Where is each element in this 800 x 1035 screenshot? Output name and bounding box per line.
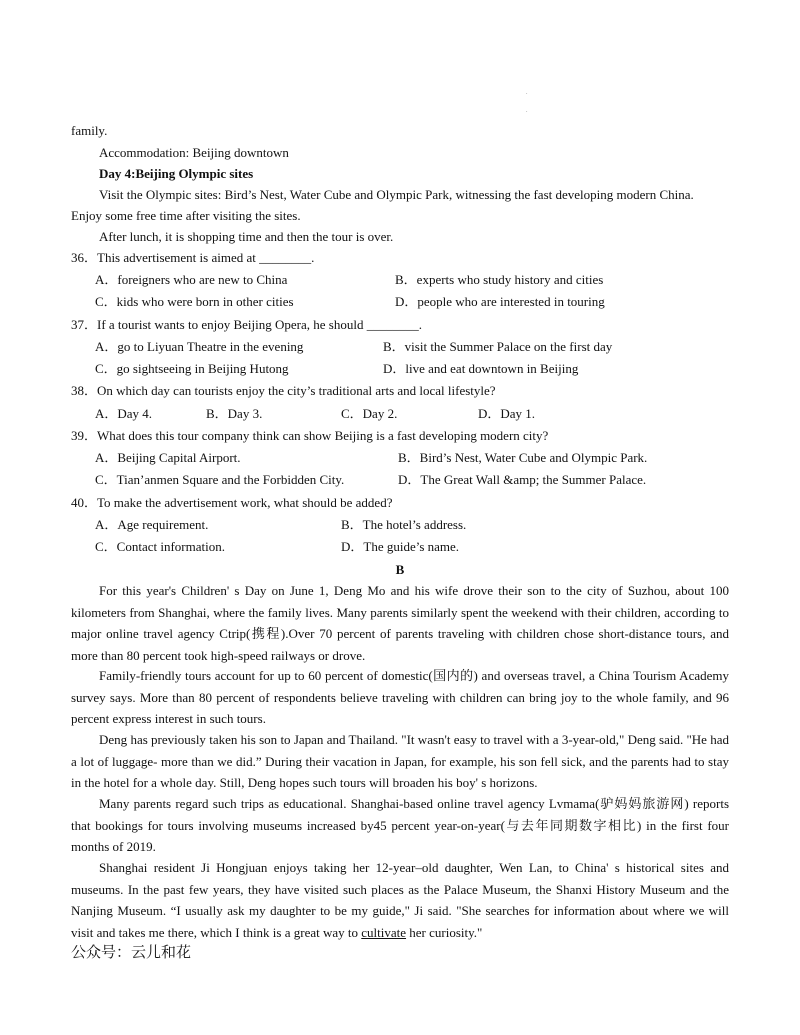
passage-paragraph <box>71 793 729 858</box>
day4-text-cont: Enjoy some free time after visiting the sites. <box>71 208 301 223</box>
q36-option-b: B．experts who study history and cities <box>395 272 604 287</box>
day4-text: Visit the Olympic sites: Bird’s Nest, Water Cube and Olympic Park, witnessing the fast developing modern China. <box>99 187 694 202</box>
scan-mark: . <box>526 90 528 96</box>
passage-paragraph <box>71 729 729 794</box>
question-40-stem: 40．To make the advertisement work, what should be added? <box>71 495 393 510</box>
q40-option-a: A．Age requirement. <box>95 517 209 532</box>
passage-paragraph <box>71 665 729 730</box>
paragraph-text: Family-friendly tours account for up to 60 percent of domestic(国内的) and overseas travel, a China Tourism Academy survey says. More than 80 percent of respondents believe traveling with children can bring joy to the whole family, and 96 percent express interest in such tours. <box>71 668 729 726</box>
closing-line: After lunch, it is shopping time and then the tour is over. <box>99 229 394 244</box>
paragraph-text: Deng has previously taken his son to Japan and Thailand. "It wasn't easy to travel with a 3-year-old," Deng said. "He had a lot of luggage- more than we did.” During their vacation in Japan, for example, his son fell sick, and the parents had to stay in the hotel for a whole day. Still, Deng hopes such tours will broaden his boy' s horizons. <box>71 732 729 790</box>
q37-option-b: B．visit the Summer Palace on the first day <box>383 339 613 354</box>
passage-paragraph <box>71 857 729 943</box>
q40-option-d: D．The guide’s name. <box>341 539 460 554</box>
paragraph-text: For this year's Children' s Day on June 1, Deng Mo and his wife drove their son to the city of Suzhou, about 100 kilometers from Shanghai, where the family lives. Many parents similarly spent the weekend with their children, according to major online travel agency Ctrip(携程).Over 70 percent of parents traveling with children chose short-distance tours, and more than 80 percent took high-speed railways or drove. <box>71 583 729 663</box>
underlined-word: cultivate <box>361 924 407 940</box>
q36-option-c: C．kids who were born in other cities <box>95 294 294 309</box>
q38-option-d: D．Day 1. <box>478 406 536 421</box>
paragraph-text: her curiosity." <box>406 924 483 940</box>
q39-option-c: C．Tian’anmen Square and the Forbidden City. <box>95 472 345 487</box>
question-37-stem: 37．If a tourist wants to enjoy Beijing Opera, he should ________. <box>71 317 422 332</box>
q39-option-a: A．Beijing Capital Airport. <box>95 450 241 465</box>
q40-option-b: B．The hotel’s address. <box>341 517 467 532</box>
scan-mark: . <box>526 108 528 114</box>
question-36-stem: 36．This advertisement is aimed at ________. <box>71 250 315 265</box>
day4-heading: Day 4:Beijing Olympic sites <box>99 166 254 181</box>
passage-paragraph <box>71 580 729 666</box>
q37-option-d: D．live and eat downtown in Beijing <box>383 361 579 376</box>
question-38-stem: 38．On which day can tourists enjoy the city’s traditional arts and local lifestyle? <box>71 383 496 398</box>
paragraph-text: Many parents regard such trips as educational. Shanghai-based online travel agency Lvmama(驴妈妈旅游网) reports that bookings for tours involving museums increased by45 percent year-on-year(与去年同期数字相比) in the first four months of 2019. <box>71 796 729 854</box>
q39-option-d: D．The Great Wall &amp; the Summer Palace. <box>398 472 647 487</box>
q36-option-d: D．people who are interested in touring <box>395 294 605 309</box>
question-39-stem: 39．What does this tour company think can show Beijing is a fast developing modern city? <box>71 428 549 443</box>
footer-watermark: 公众号：云儿和花 <box>71 943 192 961</box>
section-heading-b: B <box>395 562 405 577</box>
q38-option-c: C．Day 2. <box>341 406 398 421</box>
q39-option-b: B．Bird’s Nest, Water Cube and Olympic Park. <box>398 450 648 465</box>
q40-option-c: C．Contact information. <box>95 539 225 554</box>
q36-option-a: A．foreigners who are new to China <box>95 272 288 287</box>
accommodation-line: Accommodation: Beijing downtown <box>99 145 289 160</box>
q37-option-a: A．go to Liyuan Theatre in the evening <box>95 339 304 354</box>
q37-option-c: C．go sightseeing in Beijing Hutong <box>95 361 289 376</box>
q38-option-a: A．Day 4. <box>95 406 153 421</box>
continuation-text: family. <box>71 123 108 138</box>
q38-option-b: B．Day 3. <box>206 406 263 421</box>
paragraph-text: Shanghai resident Ji Hongjuan enjoys taking her 12-year–old daughter, Wen Lan, to China' s historical sites and museums. In the past few years, they have visited such places as the Palace Museum, the Shanxi History Museum and the Nanjing Museum. “I usually ask my daughter to be my guide," Ji said. "She searches for information about where we will visit and takes me there, which I think is a great way to <box>71 860 729 940</box>
